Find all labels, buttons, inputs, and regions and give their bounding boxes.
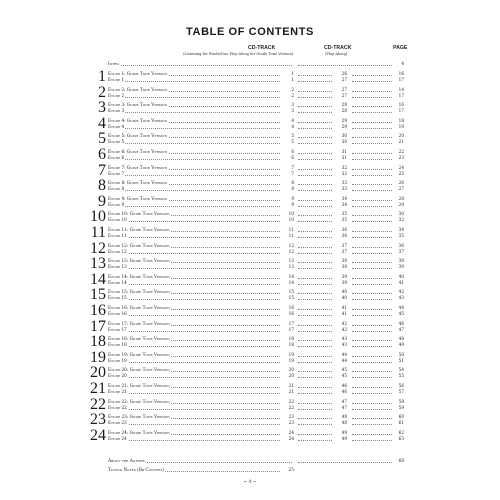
toc-entry-label: Etude 17 xyxy=(108,326,127,332)
cd-track-playalong-number: 46 xyxy=(333,389,347,395)
toc-row-etude xyxy=(0,405,500,411)
cd-track-listening-number: 18 xyxy=(280,342,294,348)
cd-track-listening-number: 11 xyxy=(280,227,294,233)
cd-track-playalong-header: CD-TRACK xyxy=(324,45,352,51)
toc-entry-label: Etude 24 xyxy=(108,435,127,441)
dot-leader xyxy=(108,159,292,160)
cd-track-playalong-number: 30 xyxy=(333,139,347,145)
etude-section-number: 12 xyxy=(90,239,106,257)
cd-track-playalong-number: 31 xyxy=(333,155,347,161)
cd-track-playalong-number: 47 xyxy=(333,399,347,405)
page-number: 28 xyxy=(392,196,404,202)
toc-entry-label: Etude 5: Guide Tone Version xyxy=(108,133,168,139)
etude-section-number: 21 xyxy=(90,380,106,397)
toc-entry-label: Etude 23: Guide Tone Version xyxy=(108,414,170,420)
toc-row-etude xyxy=(0,202,500,208)
toc-entry-label: Etude 10 xyxy=(108,217,127,223)
cd-track-playalong-number: 43 xyxy=(333,336,347,342)
cd-track-playalong-number: 36 xyxy=(333,227,347,233)
cd-track-playalong-number: 36 xyxy=(333,233,347,239)
page-number: 40 xyxy=(392,274,404,280)
cd-track-listening-number: 2 xyxy=(280,87,294,93)
cd-track-listening-number: 8 xyxy=(280,186,294,192)
cd-track-playalong-number: 44 xyxy=(333,358,347,364)
toc-entry-label: Etude 21: Guide Tone Version xyxy=(108,383,170,388)
page-number: 30 xyxy=(392,211,404,217)
cd-track-listening-number: 1 xyxy=(280,71,294,77)
dot-leader xyxy=(108,299,292,300)
cd-track-playalong-number: 35 xyxy=(333,217,347,223)
toc-entry-label: Etude 21 xyxy=(108,389,127,394)
page-number: 47 xyxy=(392,327,404,333)
page-number-footer: ~ 4 ~ xyxy=(243,480,257,485)
toc-entry-label: Etude 6: Guide Tone Version xyxy=(108,149,168,154)
cd-track-listening-number: 23 xyxy=(280,414,294,420)
cd-track-playalong-number: 37 xyxy=(333,249,347,255)
page-number: 25 xyxy=(392,171,404,177)
toc-entry-label: Etude 23 xyxy=(108,420,127,426)
dot-leader xyxy=(108,253,292,254)
page-number: 50 xyxy=(392,352,404,358)
cd-track-listening-number: 1 xyxy=(280,77,294,83)
cd-track-playalong-number: 43 xyxy=(333,342,347,348)
toc-entry-label: Etude 14: Guide Tone Version xyxy=(108,273,170,279)
cd-track-playalong-number: 48 xyxy=(333,420,347,426)
cd-track-playalong-number: 37 xyxy=(333,243,347,249)
page-number: 34 xyxy=(392,227,404,233)
cd-track-playalong-number: 39 xyxy=(333,274,347,280)
toc-entry-label: Etude 13: Guide Tone Version xyxy=(108,258,170,264)
dot-leader xyxy=(108,112,292,113)
dot-leader xyxy=(108,315,292,316)
toc-entry-label: Etude 20 xyxy=(108,373,127,379)
toc-entry-label: Etude 17: Guide Tone Version xyxy=(108,320,170,326)
page-number: 29 xyxy=(392,202,404,208)
cd-track-playalong-number: 34 xyxy=(333,196,347,202)
toc-entry-label: Etude 15 xyxy=(108,295,127,301)
cd-track-listening-number: 19 xyxy=(280,352,294,358)
cd-track-listening-number: 5 xyxy=(280,139,294,145)
page-number: 42 xyxy=(392,289,404,295)
etude-section-number: 23 xyxy=(90,411,106,429)
etude-section-number: 22 xyxy=(90,395,106,413)
dot-leader xyxy=(108,284,292,285)
cd-track-listening-number: 6 xyxy=(280,155,294,161)
cd-track-listening-number: 5 xyxy=(280,133,294,139)
etude-section-number: 16 xyxy=(90,302,106,319)
page-column-header: PAGE xyxy=(393,45,408,51)
cd-track-listening-number: 22 xyxy=(280,405,294,411)
cd-track-playalong-number: 29 xyxy=(333,118,347,124)
page-number: 17 xyxy=(392,93,404,99)
toc-entry-label: Intro xyxy=(108,61,119,66)
cd-track-listening-number: 14 xyxy=(280,280,294,286)
cd-track-listening-number: 21 xyxy=(280,383,294,389)
toc-row-etude xyxy=(0,77,500,83)
cd-track-listening-number: 11 xyxy=(280,233,294,239)
cd-track-playalong-number: 27 xyxy=(333,93,347,99)
toc-entry-label: Etude 2 xyxy=(108,92,125,98)
etude-section-number: 9 xyxy=(98,192,106,210)
toc-entry-label: Etude 15: Guide Tone Version xyxy=(108,289,170,295)
cd-track-listening-number: 20 xyxy=(280,373,294,379)
cd-track-listening-number: 16 xyxy=(280,311,294,317)
cd-track-listening-number: 3 xyxy=(280,108,294,114)
toc-row-etude xyxy=(0,249,500,255)
cd-track-playalong-number: 49 xyxy=(333,436,347,442)
page-number: 56 xyxy=(392,383,404,389)
cd-track-listening-number: 25 xyxy=(280,467,294,473)
toc-entry-label: Etude 12 xyxy=(108,248,127,254)
cd-track-listening-number: 9 xyxy=(280,196,294,202)
page-number: 4 xyxy=(392,61,404,67)
page-number: 58 xyxy=(392,399,404,405)
toc-entry-label: Etude 2: Guide Tone Version xyxy=(108,86,168,92)
toc-entry-label: Etude 16: Guide Tone Version xyxy=(108,305,170,310)
cd-track-playalong-number: 28 xyxy=(333,102,347,108)
page-number: 16 xyxy=(392,102,404,108)
page-number: 37 xyxy=(392,249,404,255)
page-number: 16 xyxy=(392,71,404,77)
page-number: 19 xyxy=(392,124,404,130)
page-number: 21 xyxy=(392,139,404,145)
toc-entry-label: Etude 19 xyxy=(108,357,127,363)
cd-track-playalong-number: 40 xyxy=(333,295,347,301)
etude-section-number: 3 xyxy=(98,99,106,117)
page-number: 48 xyxy=(392,336,404,342)
page-number: 55 xyxy=(392,373,404,379)
dot-leader xyxy=(108,362,292,363)
cd-track-playalong-number: 45 xyxy=(333,373,347,379)
etude-section-number: 14 xyxy=(90,270,106,288)
toc-entry-label: Etude 20: Guide Tone Version xyxy=(108,367,170,373)
dot-leader xyxy=(108,237,292,238)
toc-row-etude xyxy=(0,233,500,239)
toc-entry-label: Etude 18 xyxy=(108,342,127,348)
page-number: 18 xyxy=(392,118,404,124)
etude-section-number: 6 xyxy=(98,146,106,163)
page-number: 68 xyxy=(392,458,404,464)
page-number: 57 xyxy=(392,389,404,395)
cd-track-listening-number: 3 xyxy=(280,102,294,108)
cd-track-listening-number: 6 xyxy=(280,149,294,155)
toc-entry-label: Etude 9 xyxy=(108,201,125,207)
cd-track-listening-number: 20 xyxy=(280,367,294,373)
toc-row-etude xyxy=(0,311,500,317)
toc-entry-label: Etude 13 xyxy=(108,264,127,270)
cd-track-playalong-number: 32 xyxy=(333,171,347,177)
cd-track-listening-number: 16 xyxy=(280,305,294,311)
toc-row-etude xyxy=(0,358,500,364)
cd-track-playalong-number: 40 xyxy=(333,289,347,295)
cd-track-listening-number: 13 xyxy=(280,258,294,264)
toc-row-etude xyxy=(0,186,500,192)
etude-section-number: 24 xyxy=(90,426,106,444)
toc-entry-label: Etude 5 xyxy=(108,139,125,145)
cd-track-playalong-number: 30 xyxy=(333,133,347,139)
cd-track-playalong-number: 33 xyxy=(333,186,347,192)
cd-track-listening-subheader: (Listening for Etude/Duo Play-Along for Guide Tone Version) xyxy=(183,52,294,56)
toc-entry-label: Etude 9: Guide Tone Version xyxy=(108,195,168,201)
page-number: 49 xyxy=(392,342,404,348)
cd-track-listening-number: 23 xyxy=(280,420,294,426)
cd-track-playalong-number: 31 xyxy=(333,149,347,155)
dot-leader xyxy=(108,143,292,144)
dot-leader xyxy=(298,462,400,463)
toc-row-etude xyxy=(0,264,500,270)
toc-row-etude xyxy=(0,171,500,177)
page-number: 60 xyxy=(392,414,404,420)
toc-entry-label: Etude 24: Guide Tone Version xyxy=(108,429,170,435)
cd-track-playalong-number: 33 xyxy=(333,180,347,186)
dot-leader xyxy=(108,268,292,269)
page-number: 51 xyxy=(392,358,404,364)
page-number: 46 xyxy=(392,321,404,327)
cd-track-listening-number: 14 xyxy=(280,274,294,280)
dot-leader xyxy=(298,65,400,66)
toc-entry-label: Etude 3: Guide Tone Version xyxy=(108,102,168,108)
page-number: 44 xyxy=(392,305,404,311)
cd-track-listening-number: 9 xyxy=(280,202,294,208)
cd-track-playalong-number: 41 xyxy=(333,305,347,311)
cd-track-listening-number: 15 xyxy=(280,289,294,295)
page-number: 20 xyxy=(392,133,404,139)
cd-track-listening-number: 10 xyxy=(280,217,294,223)
etude-section-number: 17 xyxy=(90,317,106,335)
cd-track-listening-header: CD-TRACK xyxy=(248,45,276,51)
dot-leader xyxy=(108,190,292,191)
toc-row-etude xyxy=(0,108,500,114)
cd-track-listening-number: 22 xyxy=(280,399,294,405)
cd-track-playalong-number: 27 xyxy=(333,87,347,93)
toc-entry-label: Etude 7 xyxy=(108,170,125,176)
toc-entry-label: Etude 11: Guide Tone Version xyxy=(108,227,170,232)
dot-leader xyxy=(108,65,292,66)
cd-track-listening-number: 24 xyxy=(280,430,294,436)
toc-row-etude xyxy=(0,295,500,301)
toc-entry-label: Etude 1 xyxy=(108,77,125,82)
toc-row-etude xyxy=(0,124,500,130)
toc-row-intro xyxy=(0,61,500,67)
toc-row-etude xyxy=(0,436,500,442)
toc-entry-label: Etude 11 xyxy=(108,233,127,238)
toc-row-etude xyxy=(0,373,500,379)
cd-track-playalong-subheader: (Play-Along) xyxy=(325,52,348,56)
toc-row-etude xyxy=(0,420,500,426)
cd-track-playalong-number: 34 xyxy=(333,202,347,208)
dot-leader xyxy=(108,128,292,129)
cd-track-playalong-number: 27 xyxy=(333,77,347,83)
cd-track-listening-number: 4 xyxy=(280,124,294,130)
dot-leader xyxy=(108,393,292,394)
toc-entry-label: Etude 8: Guide Tone Version xyxy=(108,180,168,186)
cd-track-playalong-number: 38 xyxy=(333,258,347,264)
page-number: 26 xyxy=(392,180,404,186)
toc-entry-label: Etude 6 xyxy=(108,155,125,160)
toc-row-etude xyxy=(0,93,500,99)
cd-track-playalong-number: 26 xyxy=(333,71,347,77)
dot-leader xyxy=(108,377,292,378)
toc-entry-label: About the Author xyxy=(108,458,145,463)
dot-leader xyxy=(108,175,292,176)
page-number: 62 xyxy=(392,430,404,436)
page-number: 41 xyxy=(392,280,404,286)
toc-entry-label: Etude 10: Guide Tone Version xyxy=(108,211,170,217)
toc-row-etude xyxy=(0,139,500,145)
toc-entry-label: Etude 18: Guide Tone Version xyxy=(108,336,170,342)
page-number: 35 xyxy=(392,233,404,239)
cd-track-listening-number: 18 xyxy=(280,336,294,342)
toc-entry-label: Etude 16 xyxy=(108,311,127,316)
etude-section-number: 5 xyxy=(98,130,106,148)
toc-entry-label: Etude 3 xyxy=(108,108,125,114)
page-number: 43 xyxy=(392,295,404,301)
etude-section-number: 4 xyxy=(98,114,106,132)
page-number: 59 xyxy=(392,405,404,411)
dot-leader xyxy=(108,440,292,441)
toc-row-etude xyxy=(0,327,500,333)
toc-entry-label: Etude 4: Guide Tone Version xyxy=(108,117,168,123)
toc-entry-label: Etude 4 xyxy=(108,123,125,129)
etude-section-number: 2 xyxy=(98,83,106,101)
etude-section-number: 13 xyxy=(90,255,106,273)
page-number: 22 xyxy=(392,149,404,155)
toc-row-tuning-notes xyxy=(0,467,500,473)
toc-row-etude xyxy=(0,389,500,395)
page-number: 63 xyxy=(392,436,404,442)
etude-section-number: 11 xyxy=(90,224,106,241)
cd-track-listening-number: 17 xyxy=(280,327,294,333)
cd-track-listening-number: 13 xyxy=(280,264,294,270)
page-number: 24 xyxy=(392,165,404,171)
cd-track-listening-number: 24 xyxy=(280,436,294,442)
cd-track-listening-number: 15 xyxy=(280,295,294,301)
page-number: 45 xyxy=(392,311,404,317)
cd-track-listening-number: 7 xyxy=(280,171,294,177)
page-number: 39 xyxy=(392,264,404,270)
toc-entry-label: Etude 12: Guide Tone Version xyxy=(108,242,170,248)
cd-track-listening-number: 12 xyxy=(280,249,294,255)
cd-track-playalong-number: 41 xyxy=(333,311,347,317)
toc-row-etude xyxy=(0,342,500,348)
cd-track-playalong-number: 44 xyxy=(333,352,347,358)
cd-track-playalong-number: 42 xyxy=(333,327,347,333)
toc-entry-label: Etude 7: Guide Tone Version xyxy=(108,164,168,170)
cd-track-listening-number: 12 xyxy=(280,243,294,249)
toc-entry-label: Tuning Notes (Bb Concert) xyxy=(108,467,165,472)
dot-leader xyxy=(108,206,292,207)
etude-section-number: 8 xyxy=(98,177,106,195)
dot-leader xyxy=(108,424,292,425)
cd-track-listening-number: 7 xyxy=(280,165,294,171)
toc-entry-label: Etude 14 xyxy=(108,279,127,285)
toc-entry-label: Etude 22: Guide Tone Version xyxy=(108,398,170,404)
etude-section-number: 20 xyxy=(90,364,106,382)
cd-track-listening-number: 4 xyxy=(280,118,294,124)
toc-row-etude xyxy=(0,217,500,223)
etude-section-number: 18 xyxy=(90,333,106,351)
etude-section-number: 1 xyxy=(98,68,106,85)
toc-row-etude xyxy=(0,280,500,286)
etude-section-number: 7 xyxy=(98,161,106,179)
cd-track-listening-number: 8 xyxy=(280,180,294,186)
cd-track-playalong-number: 45 xyxy=(333,367,347,373)
cd-track-playalong-number: 28 xyxy=(333,108,347,114)
dot-leader xyxy=(108,81,292,82)
page-number: 14 xyxy=(392,87,404,93)
page-number: 54 xyxy=(392,367,404,373)
dot-leader xyxy=(108,331,292,332)
cd-track-playalong-number: 29 xyxy=(333,124,347,130)
cd-track-playalong-number: 42 xyxy=(333,321,347,327)
page-number: 32 xyxy=(392,217,404,223)
cd-track-playalong-number: 46 xyxy=(333,383,347,389)
page-title: TABLE OF CONTENTS xyxy=(186,26,314,38)
cd-track-playalong-number: 48 xyxy=(333,414,347,420)
cd-track-listening-number: 17 xyxy=(280,321,294,327)
toc-entry-label: Etude 22 xyxy=(108,404,127,410)
cd-track-playalong-number: 39 xyxy=(333,280,347,286)
dot-leader xyxy=(108,409,292,410)
page-number: 36 xyxy=(392,243,404,249)
cd-track-listening-number: 19 xyxy=(280,358,294,364)
page-number: 61 xyxy=(392,420,404,426)
etude-section-number: 10 xyxy=(90,208,106,226)
page-number: 38 xyxy=(392,258,404,264)
page-number: 23 xyxy=(392,155,404,161)
cd-track-playalong-number: 49 xyxy=(333,430,347,436)
cd-track-playalong-number: 35 xyxy=(333,211,347,217)
dot-leader xyxy=(108,221,292,222)
toc-entry-label: Etude 1: Guide Tone Version xyxy=(108,71,168,76)
dot-leader xyxy=(108,97,292,98)
page-number: 27 xyxy=(392,186,404,192)
cd-track-listening-number: 10 xyxy=(280,211,294,217)
toc-row-about-author xyxy=(0,458,500,464)
toc-entry-label: Etude 8 xyxy=(108,186,125,192)
cd-track-listening-number: 21 xyxy=(280,389,294,395)
dot-leader xyxy=(108,346,292,347)
toc-entry-label: Etude 19: Guide Tone Version xyxy=(108,351,170,357)
page-number: 17 xyxy=(392,77,404,83)
cd-track-playalong-number: 47 xyxy=(333,405,347,411)
etude-section-number: 15 xyxy=(90,286,106,304)
etude-section-number: 19 xyxy=(90,348,106,366)
cd-track-listening-number: 2 xyxy=(280,93,294,99)
cd-track-playalong-number: 38 xyxy=(333,264,347,270)
toc-row-etude xyxy=(0,155,500,161)
page-number: 17 xyxy=(392,108,404,114)
cd-track-playalong-number: 32 xyxy=(333,165,347,171)
